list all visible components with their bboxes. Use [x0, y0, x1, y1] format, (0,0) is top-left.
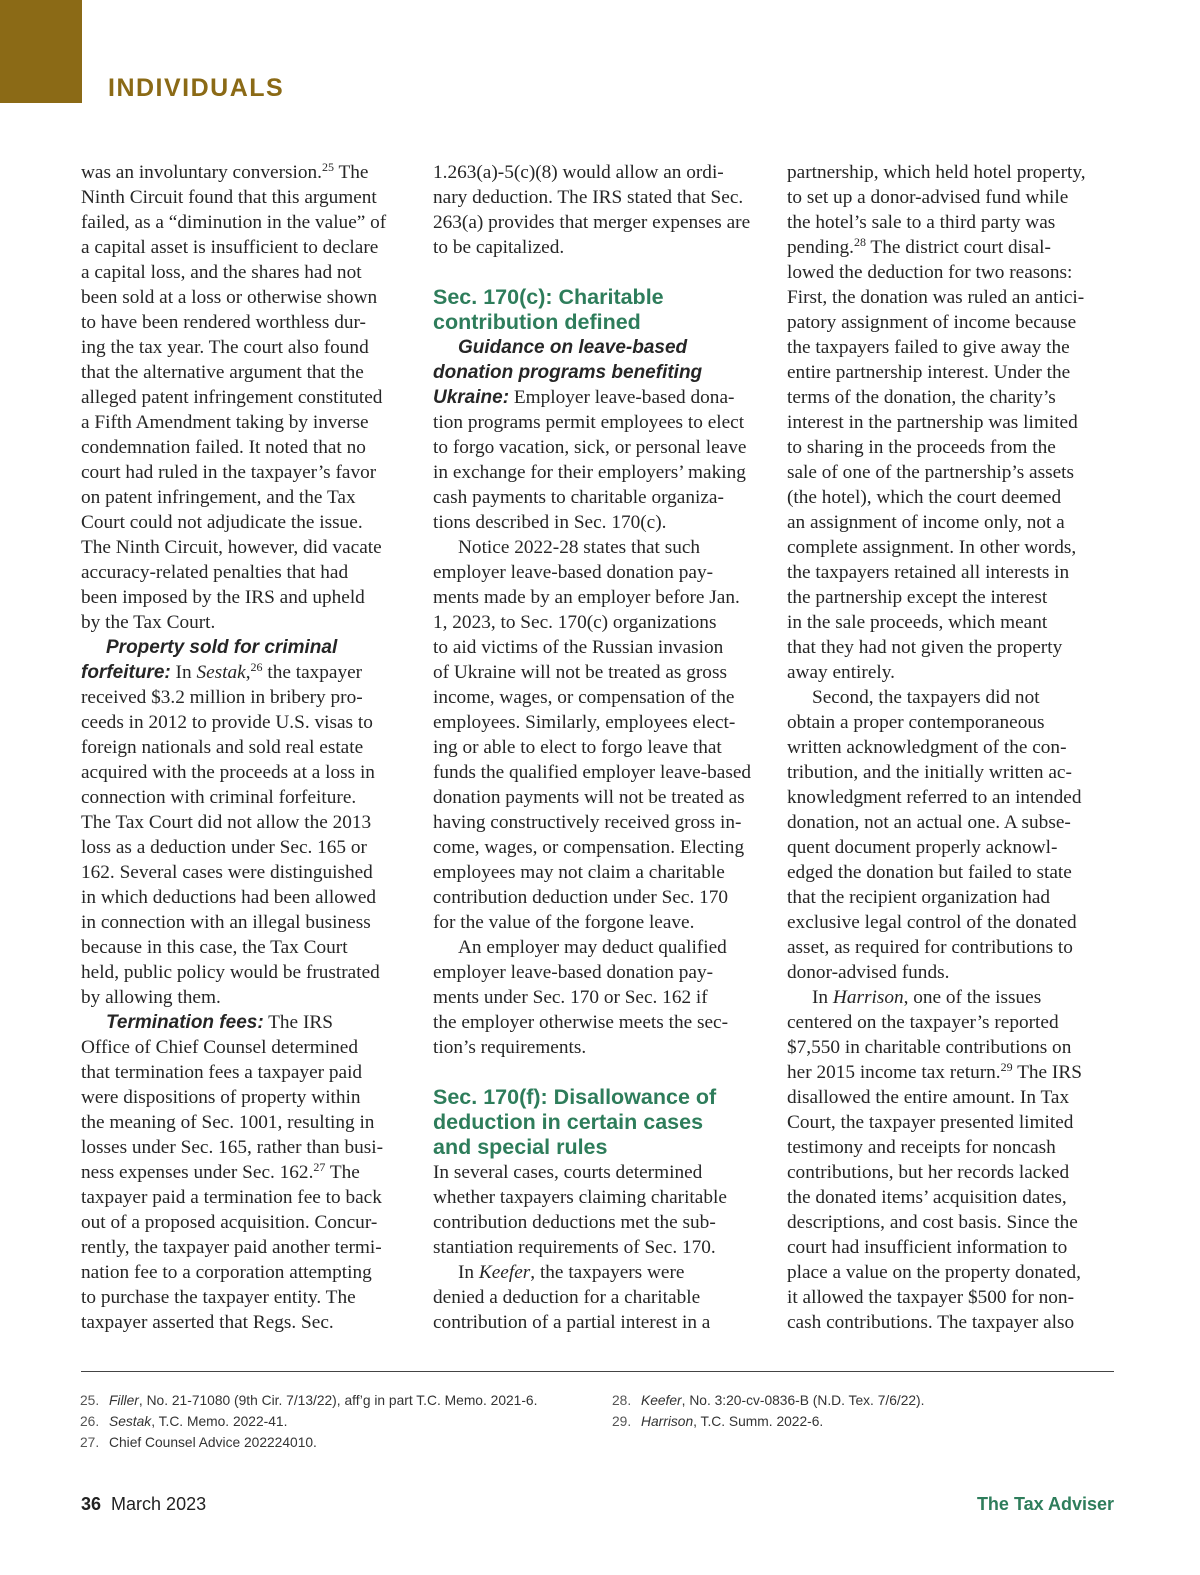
text-line: partnership, which held hotel property, — [787, 162, 1086, 183]
text-line: a capital asset is insufficient to declare — [81, 237, 379, 258]
text-line: pending.$^{28}$ The district court disal- — [787, 235, 1051, 258]
text-line: Court could not adjudicate the issue. — [81, 512, 363, 533]
case-name: Sestak — [196, 662, 246, 683]
text-line: tions described in Sec. 170(c). — [433, 512, 667, 533]
text-line: descriptions, and cost basis. Since the — [787, 1212, 1078, 1233]
text-line: was an involuntary conversion.$^{25}$ The — [81, 160, 369, 183]
run-in-heading: forfeiture: — [81, 662, 171, 683]
text-line: because in this case, the Tax Court — [81, 937, 348, 958]
text-line: Second, the taxpayers did not — [812, 687, 1040, 708]
page-number: 36 — [81, 1494, 102, 1514]
text-line: to set up a donor-advised fund while — [787, 187, 1069, 208]
text-line: nation fee to a corporation attempting — [81, 1262, 372, 1283]
text-line: in exchange for their employers’ making — [433, 462, 746, 483]
page-footer-left — [81, 1494, 206, 1515]
text-line: interest in the partnership was limited — [787, 412, 1078, 433]
text-line: forfeiture: In Sestak,$^{26}$ the taxpayer — [81, 660, 363, 683]
text-line: Ukraine: Employer leave-based dona- — [433, 387, 735, 408]
text-line: tion programs permit employees to elect — [433, 412, 745, 433]
footnotes-left — [80, 1390, 537, 1453]
text-line: First, the donation was ruled an antici- — [787, 287, 1085, 308]
footnote-ref: 27 — [313, 1160, 326, 1174]
text-line: failed, as a “diminution in the value” of — [81, 212, 387, 233]
footnote: 28. Keefer, No. 3:20-cv-0836-B (N.D. Tex. 7/6/22). — [612, 1393, 925, 1408]
footnote: 29. Harrison, T.C. Summ. 2022-6. — [612, 1414, 824, 1429]
column-1 — [81, 160, 421, 1335]
text-line: accuracy-related penalties that had — [81, 562, 349, 583]
run-in-heading: Termination fees: — [106, 1012, 264, 1033]
text-line: were dispositions of property within — [81, 1087, 361, 1108]
text-line: the hotel’s sale to a third party was — [787, 212, 1056, 233]
text-line: contributions, but her records lacked — [787, 1162, 1070, 1183]
text-line: denied a deduction for a charitable — [433, 1287, 701, 1308]
run-in-heading: Property sold for criminal — [106, 637, 338, 658]
footnote-ref: 28 — [853, 235, 866, 249]
text-line: taxpayer asserted that Regs. Sec. — [81, 1312, 334, 1333]
text-line: in which deductions had been allowed — [81, 887, 377, 908]
text-line: In Keefer, the taxpayers were — [458, 1262, 685, 1283]
text-line: having constructively received gross in- — [433, 812, 742, 833]
text-line: (the hotel), which the court deemed — [787, 487, 1062, 508]
text-line: alleged patent infringement constituted — [81, 387, 383, 408]
text-line: the donated items’ acquisition dates, — [787, 1187, 1067, 1208]
text-line: stantiation requirements of Sec. 170. — [433, 1237, 716, 1258]
text-line: funds the qualified employer leave-based — [433, 762, 752, 783]
text-line: been sold at a loss or otherwise shown — [81, 287, 378, 308]
text-line: foreign nationals and sold real estate — [81, 737, 364, 758]
section-heading: Sec. 170(f): Disallowance of — [433, 1085, 717, 1109]
text-line: contribution of a partial interest in a — [433, 1312, 711, 1333]
text-line: condemnation failed. It noted that no — [81, 437, 366, 458]
text-line: acquired with the proceeds at a loss in — [81, 762, 375, 783]
text-line: employer leave-based donation pay- — [433, 562, 714, 583]
text-line: to be capitalized. — [433, 237, 565, 258]
text-line: that they had not given the property — [787, 637, 1063, 658]
text-line: a capital loss, and the shares had not — [81, 262, 362, 283]
text-line: cash payments to charitable organiza- — [433, 487, 724, 508]
text-line: of Ukraine will not be treated as gross — [433, 662, 727, 683]
text-line: held, public policy would be frustrated — [81, 962, 380, 983]
text-line: 1, 2023, to Sec. 170(c) organizations — [433, 612, 717, 633]
section-label: INDIVIDUALS — [108, 74, 285, 102]
text-line: ments made by an employer before Jan. — [433, 587, 740, 608]
text-line: patory assignment of income because — [787, 312, 1077, 333]
text-line: court had ruled in the taxpayer’s favor — [81, 462, 377, 483]
run-in-heading: Ukraine: — [433, 387, 510, 408]
text-line: taxpayer paid a termination fee to back — [81, 1187, 382, 1208]
text-line: been imposed by the IRS and upheld — [81, 587, 365, 608]
text-line: donor-advised funds. — [787, 962, 950, 983]
footnote-ref: 26 — [250, 660, 263, 674]
text-line: Notice 2022-28 states that such — [458, 537, 701, 558]
footnote-divider — [81, 1371, 1114, 1372]
text-line: received $3.2 million in bribery pro- — [81, 687, 363, 708]
text-line: out of a proposed acquisition. Concur- — [81, 1212, 378, 1233]
text-line: disallowed the entire amount. In Tax — [787, 1087, 1070, 1108]
text-line: an assignment of income only, not a — [787, 512, 1065, 533]
text-line: come, wages, or compensation. Electing — [433, 837, 745, 858]
text-line: contribution deductions met the sub- — [433, 1212, 716, 1233]
text-line: in connection with an illegal business — [81, 912, 371, 933]
text-line: it allowed the taxpayer $500 for non- — [787, 1287, 1074, 1308]
text-line: loss as a deduction under Sec. 165 or — [81, 837, 367, 858]
run-in-heading: Guidance on leave-based — [458, 337, 688, 358]
text-line: ing the tax year. The court also found — [81, 337, 369, 358]
text-line: place a value on the property donated, — [787, 1262, 1081, 1283]
text-line: ments under Sec. 170 or Sec. 162 if — [433, 987, 708, 1008]
text-line: to have been rendered worthless dur- — [81, 312, 366, 333]
text-line: court had insufficient information to — [787, 1237, 1068, 1258]
footnote: 27. Chief Counsel Advice 202224010. — [80, 1435, 317, 1450]
text-line: lowed the deduction for two reasons: — [787, 262, 1073, 283]
text-line: on patent infringement, and the Tax — [81, 487, 356, 508]
footnote: 26. Sestak, T.C. Memo. 2022-41. — [80, 1414, 288, 1429]
text-line: the employer otherwise meets the sec- — [433, 1012, 728, 1033]
section-heading: Sec. 170(c): Charitable — [433, 285, 664, 309]
text-line: for the value of the forgone leave. — [433, 912, 695, 933]
text-line: testimony and receipts for noncash — [787, 1137, 1056, 1158]
text-line: $7,550 in charitable contributions on — [787, 1037, 1072, 1058]
text-line: ness expenses under Sec. 162.27 The — [81, 1160, 360, 1183]
text-line: asset, as required for contributions to — [787, 937, 1073, 958]
text-line: to purchase the taxpayer entity. The — [81, 1287, 356, 1308]
text-line: Ninth Circuit found that this argument — [81, 187, 377, 208]
case-name: Harrison — [832, 987, 904, 1008]
footnote: 25. Filler, No. 21-71080 (9th Cir. 7/13/22), aff’g in part T.C. Memo. 2021-6. — [80, 1393, 538, 1408]
text-line: that the recipient organization had — [787, 887, 1051, 908]
text-line: donation payments will not be treated as — [433, 787, 745, 808]
text-line: losses under Sec. 165, rather than busi- — [81, 1137, 384, 1158]
column-2 — [433, 160, 773, 1335]
text-line: rently, the taxpayer paid another termi- — [81, 1237, 382, 1258]
text-line: the meaning of Sec. 1001, resulting in — [81, 1112, 375, 1133]
text-line: entire partnership interest. Under the — [787, 362, 1071, 383]
text-line: employees may not claim a charitable — [433, 862, 725, 883]
text-line: away entirely. — [787, 662, 895, 683]
text-line: donation, not an actual one. A subse- — [787, 812, 1071, 833]
text-line: tion’s requirements. — [433, 1037, 587, 1058]
text-line: employees. Similarly, employees elect- — [433, 712, 736, 733]
text-line: in the sale proceeds, which meant — [787, 612, 1048, 633]
text-line: to aid victims of the Russian invasion — [433, 637, 724, 658]
text-line: sale of one of the partnership’s assets — [787, 462, 1074, 483]
text-line: ing or able to elect to forgo leave that — [433, 737, 722, 758]
text-line: employer leave-based donation pay- — [433, 962, 714, 983]
column-3 — [787, 160, 1127, 1335]
text-line: income, wages, or compensation of the — [433, 687, 735, 708]
text-line: contribution deduction under Sec. 170 — [433, 887, 729, 908]
text-line: ceeds in 2012 to provide U.S. visas to — [81, 712, 373, 733]
text-line: that the alternative argument that the — [81, 362, 364, 383]
publication-name: The Tax Adviser — [976, 1494, 1114, 1514]
text-line: An employer may deduct qualified — [458, 937, 727, 958]
text-line: to sharing in the proceeds from the — [787, 437, 1056, 458]
text-line: Termination fees: The IRS — [106, 1012, 333, 1033]
section-heading: deduction in certain cases — [433, 1110, 704, 1134]
text-line: terms of the donation, the charity’s — [787, 387, 1056, 408]
section-heading: contribution defined — [433, 310, 641, 334]
text-line: In several cases, courts determined — [433, 1162, 703, 1183]
text-line: nary deduction. The IRS stated that Sec. — [433, 187, 744, 208]
text-line: The Ninth Circuit, however, did vacate — [81, 537, 382, 558]
footnote-ref: 25 — [321, 160, 334, 174]
text-line: In Harrison, one of the issues — [812, 987, 1042, 1008]
text-line: the partnership except the interest — [787, 587, 1048, 608]
text-line: 263(a) provides that merger expenses are — [433, 212, 751, 233]
text-line: whether taxpayers claiming charitable — [433, 1187, 727, 1208]
text-line: tribution, and the initially written ac- — [787, 762, 1072, 783]
text-line: obtain a proper contemporaneous — [787, 712, 1045, 733]
text-line: knowledgment referred to an intended — [787, 787, 1082, 808]
text-line: Office of Chief Counsel determined — [81, 1037, 358, 1058]
text-line: connection with criminal forfeiture. — [81, 787, 357, 808]
text-line: the taxpayers failed to give away the — [787, 337, 1070, 358]
text-line: centered on the taxpayer’s reported — [787, 1012, 1059, 1033]
run-in-heading: donation programs benefiting — [433, 362, 703, 383]
header-color-block — [0, 0, 82, 103]
text-line: edged the donation but failed to state — [787, 862, 1072, 883]
text-line: by the Tax Court. — [81, 612, 216, 633]
section-heading: and special rules — [433, 1135, 608, 1159]
text-line: written acknowledgment of the con- — [787, 737, 1067, 758]
text-line: complete assignment. In other words, — [787, 537, 1077, 558]
text-line: quent document properly acknowl- — [787, 837, 1058, 858]
text-line: by allowing them. — [81, 987, 221, 1008]
text-line: the taxpayers retained all interests in — [787, 562, 1070, 583]
text-line: her 2015 income tax return.$^{29}$ The IRS — [787, 1060, 1082, 1083]
text-line: 1.263(a)-5(c)(8) would allow an ordi- — [433, 162, 724, 183]
text-line: The Tax Court did not allow the 2013 — [81, 812, 372, 833]
text-line: that termination fees a taxpayer paid — [81, 1062, 363, 1083]
text-line: a Fifth Amendment taking by inverse — [81, 412, 369, 433]
text-line: Court, the taxpayer presented limited — [787, 1112, 1074, 1133]
text-line: exclusive legal control of the donated — [787, 912, 1077, 933]
issue-date: March 2023 — [111, 1494, 207, 1514]
text-line: 162. Several cases were distinguished — [81, 862, 373, 883]
text-line: cash contributions. The taxpayer also — [787, 1312, 1075, 1333]
footnotes-right — [612, 1390, 924, 1432]
text-line: to forgo vacation, sick, or personal leave — [433, 437, 747, 458]
footnote-ref: 29 — [1000, 1060, 1013, 1074]
case-name: Keefer — [478, 1262, 531, 1283]
